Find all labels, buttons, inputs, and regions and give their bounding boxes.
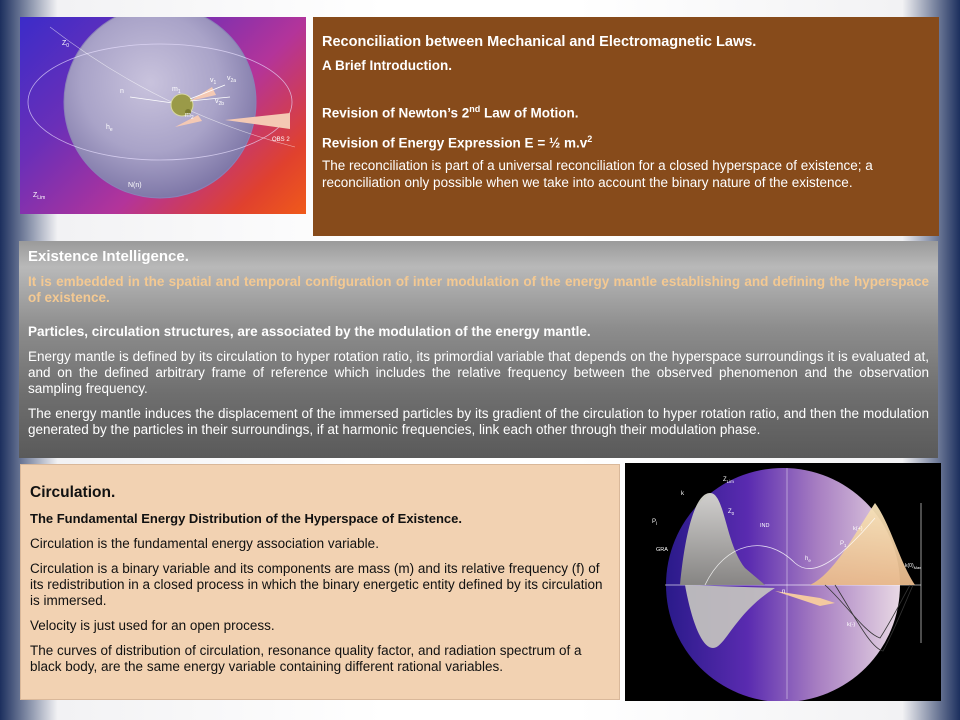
circulation-title: Circulation. xyxy=(30,484,116,501)
existence-para-1: Energy mantle is defined by its circulation to hyper rotation ratio, its primordial variable that depends on the hyperspace surroundings it is evaluated at, and on the defined arbitrary frame of reference which includes the relative frequency between the observed phenomenon and the observation sampling frequency. xyxy=(28,349,929,396)
revision-newton: Revision of Newton’s 2nd Law of Motion. xyxy=(322,104,579,121)
existence-sub: Particles, circulation structures, are associated by the modulation of the energy mantle. xyxy=(28,324,591,339)
label-m1: $m_1$ xyxy=(172,86,181,95)
energy-distribution-svg xyxy=(625,463,941,701)
label-he: $h_e$ xyxy=(805,556,811,563)
label-z0: $Z_0$ xyxy=(62,40,70,49)
label-obs: OBS 2 xyxy=(272,137,290,143)
intro-body: The reconciliation is part of a universal reconciliation for a closed hyperspace of existence; a reconciliation only possible when we take into account the binary nature of the existence. xyxy=(322,158,873,190)
label-z0: $Z_0$ xyxy=(728,509,735,516)
label-pl: $P_l$ xyxy=(652,519,658,526)
label-p1: $P_1$ xyxy=(840,541,847,548)
revision-energy: Revision of Energy Expression E = ½ $m.v^2$ xyxy=(322,133,593,150)
circulation-sub: The Fundamental Energy Distribution of the Hyperspace of Existence. xyxy=(30,511,462,526)
existence-lead: It is embedded in the spatial and temporal configuration of inter modulation of the energy mantle establishing and defining the hyperspace of existence. xyxy=(28,274,929,305)
label-v2a: $v_{2a}$ xyxy=(227,75,237,84)
label-n: n xyxy=(120,88,124,95)
label-zlim: $Z_{Lim}$ xyxy=(33,192,46,201)
label-nn: N(n) xyxy=(128,182,142,189)
label-k: k xyxy=(681,491,684,497)
label-kmax: $k(0)_{Max}$ xyxy=(905,563,922,570)
label-h: $h_e$ xyxy=(106,124,113,133)
existence-intelligence-panel xyxy=(19,241,938,458)
label-v1: $v_1$ xyxy=(210,77,217,86)
existence-para-2: The energy mantle induces the displacement of the immersed particles by its gradient of the circulation to hyper rotation ratio, and then the modulation generated by the particles in their surroundings, if at harmonic frequencies, link each other through their modulation phase. xyxy=(28,406,929,437)
label-kminus: k(-) xyxy=(847,622,856,628)
label-v2b: $v_{2b}$ xyxy=(215,98,225,107)
hyperspace-sphere-svg xyxy=(20,17,306,214)
label-kplus: k(+) xyxy=(853,526,863,532)
circulation-para-2: Circulation is a binary variable and its components are mass (m) and its relative frequency (f) of its redistribution in a closed process in which the binary energetic entity defined by its circulation is immersed. xyxy=(30,561,603,608)
label-ind: IND xyxy=(760,523,770,529)
energy-distribution-diagram xyxy=(625,463,941,701)
existence-title: Existence Intelligence. xyxy=(28,248,189,265)
circulation-para-1: Circulation is the fundamental energy association variable. xyxy=(30,536,379,551)
label-zlim: $Z_{Lim}$ xyxy=(723,477,734,484)
label-n: n xyxy=(782,589,786,595)
hyperspace-sphere-diagram xyxy=(20,17,306,214)
circulation-para-4: The curves of distribution of circulation, resonance quality factor, and radiation spectrum of a black body, are the same energy variable containing different rational variables. xyxy=(30,643,582,674)
circulation-para-3: Velocity is just used for an open process. xyxy=(30,618,275,633)
introduction-panel xyxy=(313,17,939,236)
intro-subtitle: A Brief Introduction. xyxy=(322,58,452,73)
intro-title: Reconciliation between Mechanical and Electromagnetic Laws. xyxy=(322,34,757,50)
circulation-panel xyxy=(20,464,620,700)
label-gra: GRA xyxy=(656,547,668,553)
label-m2: $m_2$ xyxy=(185,112,194,121)
